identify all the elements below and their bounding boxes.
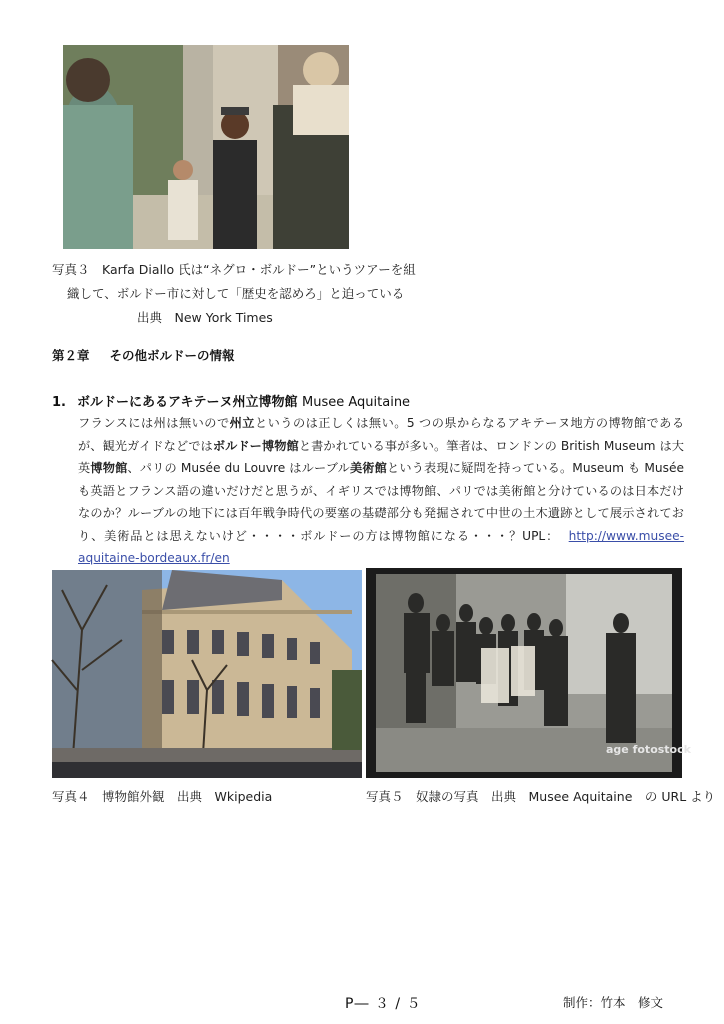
photo4-illustration (52, 570, 362, 778)
body-text-3: と書かれている事が多い。筆者は、ロンドンの British Museum は大英 (78, 438, 684, 475)
section-number: 1. (52, 395, 66, 410)
photo3-caption-line2: 織して、ボルドー市に対して「歴史を認めろ」と迫っている (67, 286, 405, 301)
photo4-caption: 写真４ 博物館外観 出典 Wkipedia (52, 789, 273, 804)
body-text-4: 、パリの Musée du Louvre はルーブル (127, 461, 350, 475)
photo5-caption: 写真５ 奴隷の写真 出典 Musee Aquitaine の URL より (366, 789, 716, 804)
photo3-caption-source: 出典 New York Times (137, 310, 273, 325)
photo3-caption-line1: 写真３ Karfa Diallo 氏は“ネグロ・ボルドー”というツアーを組 (52, 262, 416, 277)
body-bold-art-museum: 美術館 (349, 461, 387, 475)
photo-slaves-historical (366, 568, 691, 778)
photo-karfa-diallo-tour (63, 45, 349, 249)
section-title-jp: ボルドーにあるアキテーヌ州立博物館 (77, 395, 298, 410)
chapter-heading (52, 346, 235, 364)
watermark-text: age fotostock (606, 743, 691, 756)
body-text-2: というのは正しくは無い。5 つの県からなるアキテーヌ地方の博物館であるが、観光ガイドなどでは (78, 416, 685, 453)
body-bold-museum: 博物館 (90, 461, 128, 475)
museum-url-link[interactable]: http://www.musee-aquitaine-bordeaux.fr/en (78, 528, 685, 565)
section-heading (52, 391, 410, 410)
body-text-5: という表現に疑問を持っている。Museum も Musée も英語とフランス語の違いだけだと思うが、イギリスでは博物館、パリでは美術館と分けているのは日本だけなのか？ルーブルの地下には百年戦争時代の要塞の基礎部分も発掘されて中世の土木遺跡として展示されており、美術品とは思えないけど・・・・ボルドーの方は博物館になる・・・？UPL： (78, 461, 685, 543)
body-text-1: フランスには州は無いので (78, 416, 230, 430)
chapter-label: 第２章 (52, 348, 90, 363)
page-number: P― ３ / ５ (345, 996, 422, 1012)
chapter-title: その他ボルドーの情報 (109, 348, 235, 363)
photo5-illustration (366, 568, 691, 778)
section-title-en: Musee Aquitaine (302, 395, 411, 410)
photo-museum-exterior (52, 570, 362, 778)
body-bold-prefectural: 州立 (229, 416, 255, 430)
body-paragraph (78, 412, 684, 570)
body-bold-bordeaux-museum: ボルドー博物館 (212, 438, 299, 453)
author-credit: 制作：竹本 修文 (563, 995, 664, 1010)
photo3-illustration (63, 45, 349, 249)
